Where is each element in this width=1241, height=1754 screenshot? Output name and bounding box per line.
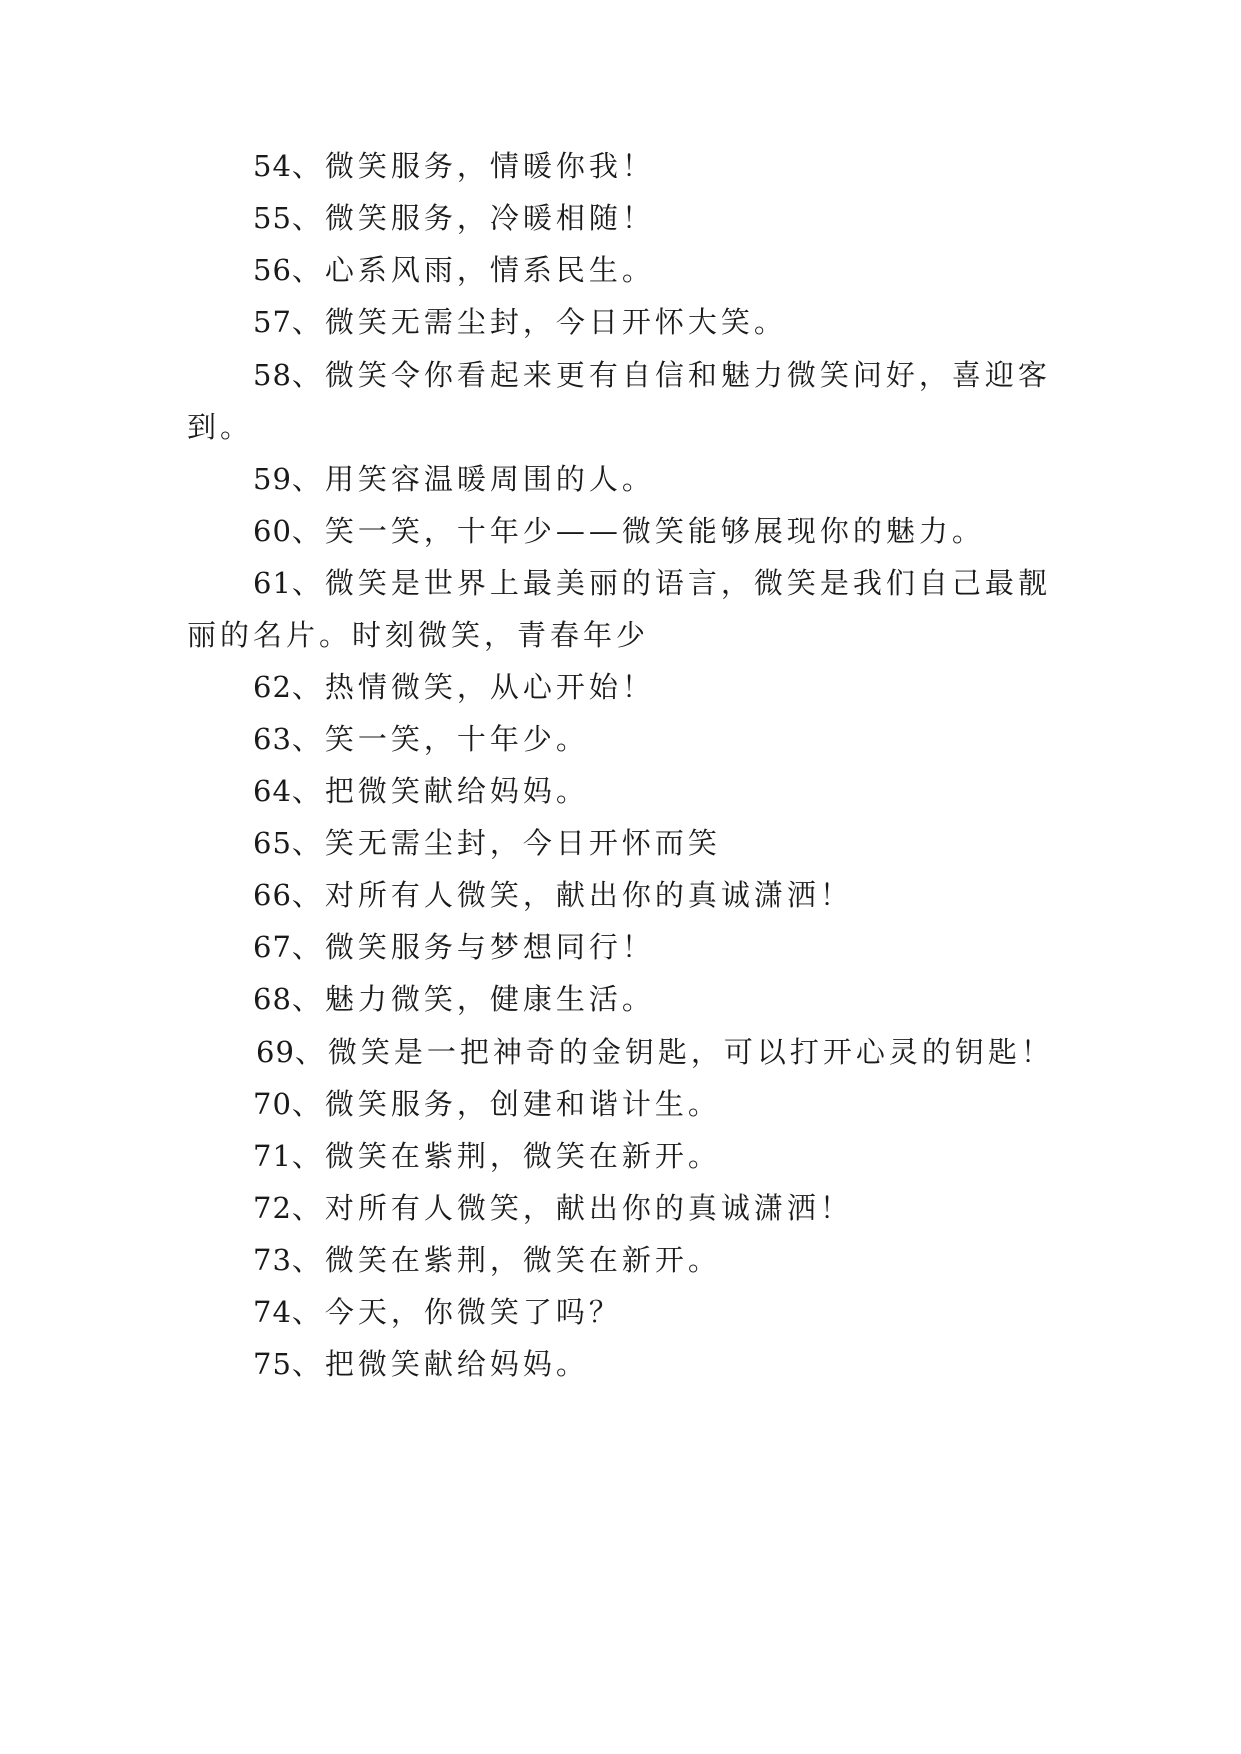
item-number: 66 <box>253 878 292 912</box>
item-number: 60 <box>253 514 292 548</box>
list-item <box>256 1034 1054 1070</box>
item-number: 68 <box>253 982 292 1016</box>
item-text: 、心系风雨，情系民生。 <box>291 253 655 287</box>
item-text: 、对所有人微笑，献出你的真诚潇洒！ <box>291 878 853 912</box>
item-text: 、热情微笑，从心开始！ <box>291 670 655 704</box>
item-text: 、微笑服务与梦想同行！ <box>291 930 655 964</box>
item-text: 、微笑是一把神奇的金钥匙，可以打开心灵的钥匙！ <box>294 1035 1054 1069</box>
list-item <box>253 357 1051 393</box>
item-number: 71 <box>253 1139 292 1173</box>
list-item <box>253 825 721 861</box>
item-text: 、微笑在紫荆，微笑在新开。 <box>291 1243 721 1277</box>
list-item <box>253 1138 721 1174</box>
list-item <box>253 513 985 549</box>
item-number: 70 <box>253 1087 292 1121</box>
list-item <box>253 461 655 497</box>
item-text: 、微笑服务，情暖你我！ <box>291 149 655 183</box>
item-number: 69 <box>256 1035 295 1069</box>
list-item <box>253 148 655 184</box>
item-number: 63 <box>253 722 292 756</box>
list-item <box>253 565 1051 601</box>
item-number: 61 <box>253 566 292 600</box>
list-item <box>253 200 655 236</box>
item-text-continuation: 丽的名片。时刻微笑，青春年少 <box>187 618 650 652</box>
item-number: 56 <box>253 253 292 287</box>
list-item <box>253 304 787 340</box>
item-number: 72 <box>253 1191 292 1225</box>
item-text-continuation: 到。 <box>187 410 254 444</box>
list-item <box>253 721 589 757</box>
list-item <box>253 252 655 288</box>
list-item <box>253 929 655 965</box>
item-text: 、笑一笑，十年少。 <box>291 722 589 756</box>
item-number: 54 <box>253 149 292 183</box>
item-text: 、魅力微笑，健康生活。 <box>291 982 655 1016</box>
item-text: 、微笑令你看起来更有自信和魅力微笑问好，喜迎客 <box>291 358 1051 392</box>
item-text: 、微笑服务，创建和谐计生。 <box>291 1087 721 1121</box>
item-text: 、用笑容温暖周围的人。 <box>291 462 655 496</box>
item-number: 65 <box>253 826 292 860</box>
item-text: 、把微笑献给妈妈。 <box>291 774 589 808</box>
item-number: 74 <box>253 1295 292 1329</box>
item-number: 57 <box>253 305 292 339</box>
list-item <box>253 773 589 809</box>
item-number: 67 <box>253 930 292 964</box>
list-item <box>253 1294 622 1330</box>
list-item-continuation <box>187 409 253 445</box>
item-number: 62 <box>253 670 292 704</box>
item-text: 、微笑无需尘封，今日开怀大笑。 <box>291 305 787 339</box>
item-number: 73 <box>253 1243 292 1277</box>
item-text: 、微笑是世界上最美丽的语言，微笑是我们自己最靓 <box>291 566 1051 600</box>
item-number: 58 <box>253 358 292 392</box>
list-item <box>253 1242 721 1278</box>
list-item <box>253 669 655 705</box>
item-text: 、笑一笑，十年少——微笑能够展现你的魅力。 <box>291 514 985 548</box>
list-item <box>253 981 655 1017</box>
list-item <box>253 877 853 913</box>
list-item-continuation <box>187 617 649 653</box>
item-number: 75 <box>253 1347 292 1381</box>
item-number: 64 <box>253 774 292 808</box>
item-text: 、微笑在紫荆，微笑在新开。 <box>291 1139 721 1173</box>
item-number: 59 <box>253 462 292 496</box>
item-text: 、今天，你微笑了吗？ <box>291 1295 622 1329</box>
list-item <box>253 1346 589 1382</box>
item-number: 55 <box>253 201 292 235</box>
item-text: 、微笑服务，冷暖相随！ <box>291 201 655 235</box>
item-text: 、对所有人微笑，献出你的真诚潇洒！ <box>291 1191 853 1225</box>
item-text: 、笑无需尘封，今日开怀而笑 <box>291 826 721 860</box>
list-item <box>253 1190 853 1226</box>
item-text: 、把微笑献给妈妈。 <box>291 1347 589 1381</box>
list-item <box>253 1086 721 1122</box>
